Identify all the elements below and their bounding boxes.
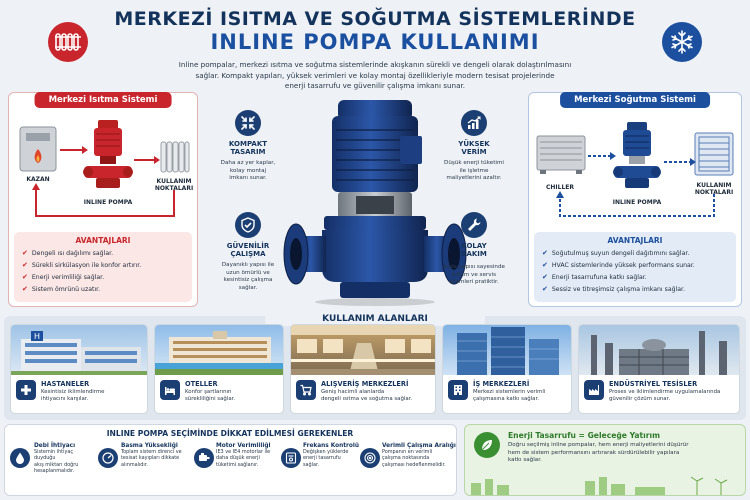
shield-check-icon (235, 212, 261, 238)
cooling-pipes (520, 0, 750, 230)
advantage-item (542, 273, 728, 281)
usage-card-offices (442, 324, 572, 414)
criteria-title: Verimli Çalışma Aralığı (382, 443, 456, 449)
feature-title-line: ÇALIŞMA (230, 250, 266, 258)
hotel-photo (155, 325, 283, 375)
advantage-item (542, 249, 728, 257)
energy-desc-line: katkı sağlar. (508, 457, 542, 464)
check-icon: ✔ (22, 249, 28, 257)
criteria-desc-line: çalışması hedeflenmelidir. (382, 461, 446, 468)
advantage-item (22, 249, 184, 257)
shopping-cart-icon (296, 380, 316, 400)
growth-chart-icon (461, 110, 487, 136)
feature-desc-line: imkanı sunar. (229, 175, 267, 181)
cooling-pump-label: INLINE POMPA (612, 199, 662, 206)
feature-desc-line: maliyetlerini azaltır. (446, 175, 502, 181)
target-icon (360, 448, 380, 468)
usage-card-desc-line: güvenilir çözüm sunar. (609, 396, 671, 402)
feature-desc-line: bakım ve servis (452, 271, 496, 278)
criteria-desc-line: alınmalıdır. (121, 461, 148, 468)
check-icon: ✔ (542, 261, 548, 269)
boiler-label: KAZAN (26, 176, 50, 183)
compress-arrows-icon (235, 110, 261, 136)
usage-card-industrial (578, 324, 740, 414)
use-points-line: NOKTALARI (154, 185, 194, 192)
check-icon: ✔ (542, 249, 548, 257)
selection-criteria-title: INLINE POMPA SEÇİMİNDE DİKKAT EDİLMESİ GEREKENLER (106, 429, 354, 438)
criteria-desc-line: tesisat kayıpları dikkate (121, 455, 180, 462)
usage-card-desc (321, 389, 431, 403)
criteria-flow-rate (34, 443, 96, 475)
heating-pipes (0, 0, 200, 230)
usage-card-hotels (154, 324, 284, 414)
gauge-icon (98, 448, 118, 468)
feature-desc-line: işlemleri pratiktir. (449, 279, 499, 285)
hospital-photo (11, 325, 147, 375)
feature-title-maintenance (436, 242, 512, 258)
criteria-title: Motor Verimliliği (216, 443, 271, 449)
cooling-advantages-title: AVANTAJLARI (607, 236, 663, 245)
feature-title-compact (210, 140, 286, 156)
advantage-text: Sessiz ve titreşimsiz çalışma imkanı sağlar. (551, 285, 685, 293)
criteria-desc-line: çalışma noktasında (382, 455, 430, 462)
feature-desc-line: kolay montaj (229, 167, 267, 174)
intro-line: Inline pompalar, merkezi ısıtma ve soğutma sistemlerinde akışkanın sürekli ve dengeli olarak dolaştırılmasını (178, 60, 572, 69)
usage-card-hospitals (10, 324, 148, 414)
cooling-advantages (534, 232, 736, 302)
criteria-frequency (303, 443, 359, 468)
criteria-desc-line: IE3 ve IE4 motorlar ile (216, 449, 271, 455)
advantage-text: Soğutulmuş suyun dengeli dağıtımını sağlar. (551, 249, 690, 257)
usage-card-title: HASTANELER (41, 380, 90, 388)
feature-title-line: VERİM (461, 148, 487, 156)
criteria-desc-line: hesaplanmalıdır. (34, 468, 75, 475)
office-photo (443, 325, 571, 375)
usage-card-desc-line: dengeli ısıtma ve soğutma sağlar. (321, 396, 413, 402)
feature-desc-line: uzun ömürlü ve (226, 269, 270, 276)
feature-desc-line: Sade yapısı sayesinde (443, 264, 505, 270)
usage-card-desc-line: Kesintisiz iklimlendirme (41, 389, 105, 395)
criteria-desc-line: sağlar. (303, 461, 320, 468)
factory-icon (584, 380, 604, 400)
use-points-line: KULLANIM (156, 178, 192, 185)
criteria-motor (216, 443, 278, 468)
energy-desc-line: Doğru seçilmiş inline pompalar, hem enerji maliyetlerini düşürür (508, 442, 689, 448)
intro-line: sağlar. Kompakt yapıları, yüksek verimleri ve kolay montaj özellikleriyle modern tesisat projelerinde (195, 70, 555, 80)
advantage-item (22, 261, 184, 269)
water-drop-icon (10, 448, 30, 468)
intro-line: enerji tasarrufu ve güvenilir çalışma imkanı sunar. (284, 81, 466, 90)
criteria-title: Debi İhtiyacı (34, 443, 76, 449)
criteria-desc-line: akış miktarı doğru (34, 461, 79, 468)
svg-text:H: H (34, 332, 41, 341)
chiller-label: CHILLER (545, 184, 575, 191)
usage-card-title: ALIŞVERİŞ MERKEZLERİ (321, 380, 409, 388)
usage-card-desc-line: ihtiyacını karşılar. (41, 396, 89, 402)
wrench-icon (461, 212, 487, 238)
feature-title-line: GÜVENİLİR (226, 242, 270, 250)
leaf-icon (474, 432, 500, 458)
feature-desc-line: Daha az yer kaplar, (220, 160, 276, 166)
page-title-line-2: INLINE POMPA KULLANIMI (210, 30, 540, 54)
mall-photo (291, 325, 435, 375)
usage-card-desc-line: çalışmasına katkı sağlar. (473, 396, 539, 402)
frequency-control-icon (281, 448, 301, 468)
feature-desc-maintenance (428, 264, 520, 287)
criteria-desc-line: daha düşük enerji (216, 455, 260, 462)
criteria-operating-range (382, 443, 456, 468)
heating-advantages (14, 232, 192, 302)
feature-desc-line: ile işletme (459, 167, 489, 174)
usage-card-desc-line: Merkezi sistemlerin verimli (473, 389, 546, 395)
usage-card-desc-line: Konfor şartlarının (185, 389, 232, 395)
advantage-text: Sistem ömrünü uzatır. (31, 285, 101, 293)
energy-desc-line: hem de sistem performansını artırarak sürdürülebilir yapılara (508, 449, 680, 456)
feature-desc-line: Dayanıklı yapısı ile (221, 262, 275, 268)
advantage-item (542, 261, 728, 269)
usage-card-desc-line: sürekliliğini sağlar. (185, 396, 236, 402)
criteria-title: Frekans Kontrolü (303, 443, 359, 449)
criteria-desc-line: Değişken yüklerde (303, 449, 349, 455)
usage-areas-title: KULLANIM ALANLARI (265, 312, 485, 326)
feature-title-reliable (210, 242, 286, 258)
feature-title-line: TASARIM (230, 148, 266, 156)
advantage-item (542, 285, 728, 293)
advantage-item (22, 273, 184, 281)
criteria-head (121, 443, 193, 468)
usage-card-desc-line: Proses ve iklimlendirme uygulamalarında (609, 389, 721, 395)
feature-desc-efficiency (428, 160, 520, 183)
usage-card-title: OTELLER (185, 380, 218, 388)
check-icon: ✔ (22, 261, 28, 269)
criteria-desc-line: Pompanın en verimli (382, 449, 433, 455)
energy-saving-title: Enerji Tasarrufu = Geleceğe Yatırım (508, 431, 660, 440)
usage-card-title: İŞ MERKEZLERİ (473, 380, 530, 388)
feature-desc-line: sağlar. (238, 284, 258, 291)
motor-icon (194, 448, 214, 468)
check-icon: ✔ (22, 273, 28, 281)
feature-title-line: BAKIM (461, 250, 487, 258)
usage-card-desc (609, 389, 735, 403)
bed-icon (160, 380, 180, 400)
office-building-icon (448, 380, 468, 400)
advantage-text: Enerji verimliliği sağlar. (31, 273, 105, 281)
feature-desc-compact (204, 160, 292, 183)
page-title-line-1: MERKEZİ ISITMA VE SOĞUTMA SİSTEMLERİNDE (114, 8, 636, 30)
feature-title-line: KOLAY (461, 242, 487, 250)
criteria-title: Basma Yüksekliği (121, 443, 178, 449)
heating-advantages-title: AVANTAJLARI (75, 236, 131, 245)
criteria-desc-line: Sistemin ihtiyaç duyduğu (34, 449, 74, 462)
check-icon: ✔ (22, 285, 28, 293)
hospital-cross-icon (16, 380, 36, 400)
feature-desc-line: kesintisiz çalışma (223, 277, 273, 283)
check-icon: ✔ (542, 273, 548, 281)
advantage-text: Dengeli ısı dağılımı sağlar. (31, 249, 114, 257)
usage-card-desc-line: Geniş hacimli alanlarda (321, 389, 385, 395)
feature-title-line: KOMPAKT (228, 140, 268, 148)
criteria-desc-line: Toplam sistem direnci ve (121, 449, 182, 455)
advantage-item (22, 285, 184, 293)
city-skyline-illustration (465, 475, 746, 496)
cooling-panel-title: Merkezi Soğutma Sistemi (560, 92, 710, 108)
usage-card-desc (185, 389, 279, 403)
advantage-text: HVAC sistemlerinde yüksek performans sunar. (551, 261, 695, 269)
use-points-line: KULLANIM (696, 182, 732, 189)
criteria-desc-line: tüketimi sağlanır. (216, 461, 259, 468)
energy-saving-desc (508, 442, 740, 465)
feature-desc-reliable (204, 262, 292, 292)
advantage-text: Enerji tasarrufuna katkı sağlar. (551, 273, 647, 281)
usage-card-desc (41, 389, 143, 403)
heating-panel-title: Merkezi Isıtma Sistemi (35, 92, 172, 108)
factory-photo (579, 325, 739, 375)
usage-card-desc (473, 389, 567, 403)
use-points-line: NOKTALARI (694, 189, 734, 196)
heating-pump-label: INLINE POMPA (83, 199, 133, 206)
check-icon: ✔ (542, 285, 548, 293)
feature-desc-line: Düşük enerji tüketimi (444, 160, 504, 166)
advantage-text: Sürekli sirkülasyon ile konfor artırır. (31, 261, 142, 269)
criteria-desc-line: enerji tasarrufu (303, 455, 341, 462)
feature-title-efficiency (436, 140, 512, 156)
feature-title-line: YÜKSEK (458, 140, 490, 148)
usage-card-title: ENDÜSTRİYEL TESİSLER (609, 380, 698, 388)
usage-card-malls (290, 324, 436, 414)
